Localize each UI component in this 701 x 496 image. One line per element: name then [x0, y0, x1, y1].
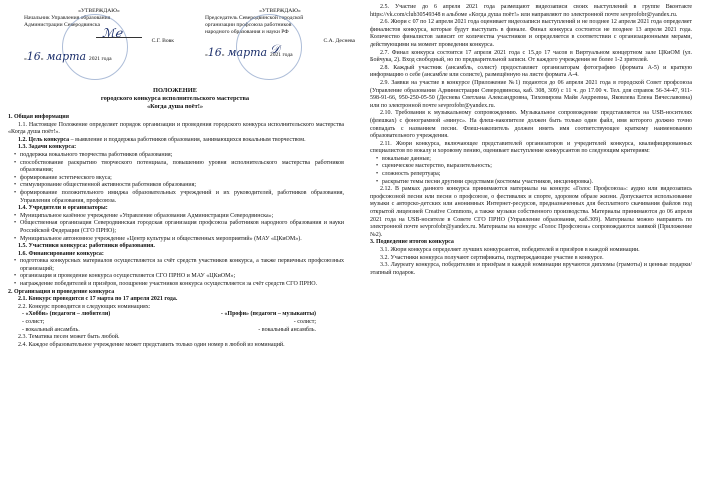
list-item: • способствование раскрытию творческого потенциала, повышению уровня исполнительского мастерства работников образования; — [8, 160, 344, 175]
paragraph: 2.10. Требования к музыкальному сопровождению. Музыкальное сопровождение представляется на USB-носителях (флешках) с фонограммой «минус». На флеш-накопителе должен быть только один файл, имя которого должно точно совпадать с названием песни. Флеш-накопитель должен иметь имя соответствующее краткому наименованию образовательного учреждения. — [370, 110, 692, 140]
list-item: • поддержка вокального творчества работников образования; — [8, 152, 344, 160]
approval-signer: С.Г. Вовк — [151, 38, 174, 44]
paragraph: 2.7. Финал конкурса состоится 17 апреля 2021 года с 15.до 17 часов в Виртуальном концертном зале ЦКиОМ (ул. Бойчука, 2). Вход свободный, но по предварительной записи. От каждого учреждения не более 1-2 зрителей. — [370, 49, 692, 64]
paragraph: 2.9. Заявки на участие в конкурсе (Приложение №1) подаются до 06 апреля 2021 года в городской Совет профсоюза (Управление образования Администрации Северодвинска, каб. 308, 309) с 11 ч. до 17.00 ч. Тел. для справок 56-34-47, 911-598-91-66, 950-250-05-50 (Деснева Светлана Александровна, Тихомирова Майя Андреевна, Яковлева Елена Вячеславовна) или по электронной почте sevprofobr@yandex.ru. — [370, 79, 692, 109]
paragraph: 1.6. Финансирование конкурса: — [18, 250, 104, 257]
approval-date: «16» марта 2021 года — [24, 50, 112, 63]
nomination-row: - «Хобби» (педагоги – любители) - «Профи» (педагоги – музыканты) — [22, 311, 316, 318]
list-item: • Муниципальное автономное учреждение «Центр культуры и общественных мероприятий» (МАУ «ЦКиОМ»). — [8, 236, 344, 244]
paragraph: 2.6. Жюри с 07 по 12 апреля 2021 года оценивает видеозаписи выступлений и не позднее 12 апреля 2021 года определяет финалистов конкурса, которые будут выступать в финале. Финал конкурса состоится не позднее 13 апреля 2021 года. Количество финалистов зависит от количества участников и определяется в соответствии с организационными мерами, действующими на момент проведения конкурса. — [370, 19, 692, 48]
approval-date: «16» марта 2021 года — [205, 46, 293, 59]
approval-header: «УТВЕРЖДАЮ» — [78, 8, 120, 14]
approval-line: организации профсоюза работников — [205, 22, 292, 28]
list-item: • подготовка конкурсных материалов осуществляется за счёт средств участников конкурса, а также первичных профсоюзных организаций; — [8, 258, 344, 273]
paragraph: 3.2. Участники конкурса получают сертификаты, подтверждающие участие в конкурсе. — [380, 254, 604, 261]
list-item: • награждение победителей и призёров, поощрение участников конкурса осуществляется за счёт средств СГО ПРНО. — [8, 281, 344, 289]
stamp-seal — [62, 14, 128, 80]
paragraph: 1.2. Цель конкурса – выявление и поддержка работников образования, занимающихся вокальным творчеством. — [18, 136, 306, 143]
list-item: • формирование положительного имиджа образовательных учреждений и их руководителей, работников образования, Управления образования, профсоюза. — [8, 190, 344, 205]
paragraph: 2.5. Участие до 6 апреля 2021 года размещают видеозаписи своих выступлений в группе Вконтакте https://vk.com/club30549348 в альбоме «Когда душа поёт!» или направляют по электронной почте sevprofobr@yandex.ru. — [370, 4, 692, 18]
nomination-row: - вокальный ансамбль. - вокальный ансамбль. — [22, 326, 316, 333]
stamp-seal — [236, 14, 302, 80]
section-heading: 2. Организация и проведение конкурса — [8, 288, 115, 295]
list-item: • Муниципальное казённое учреждение «Управление образования Администрации Северодвинска»; — [8, 213, 344, 221]
paragraph: 1.5. Участники конкурса: работники образования. — [18, 243, 155, 250]
title-line-3: «Когда душа поёт!» — [146, 103, 204, 110]
paragraph: 1.3. Задачи конкурса: — [18, 144, 77, 151]
criteria-item: • сложность репертуара; — [370, 171, 692, 179]
approval-signer: С.А. Деснева — [323, 38, 355, 44]
section-heading: 3. Подведение итогов конкурса — [370, 239, 454, 246]
right-body — [370, 4, 692, 277]
handwritten-signature: 𝒟 — [270, 42, 280, 56]
paragraph: 2.2. Конкурс проводится в следующих номинациях: — [18, 303, 151, 310]
paragraph: 2.12. В рамках данного конкурса принимаются материалы на конкурс «Голос Профсоюза»: аудио или видеозапись профсоюзной песни или песни о профсоюзе, о фестивалях и спорте, здоровом образе жизни. Допускается использование музыки с авторско-детских или анонимных Интернет-ресурсов, предназначенных для бесплатного скачивания файлов под открытой лицензией Creative Commons, а также музыки собственного производства. Материалы принимаются до 06 апреля 2021 года на USB-носителе в Совете СГО ПРНО (Управление образования, каб.309). Материалы можно направить по электронной почте sevprofobr@yandex.ru. Материалы на конкурс «Голос Профсоюза» сопровождаются заявкой (Приложение №2). — [370, 186, 692, 238]
list-item: • организация и проведение конкурса осуществляется СГО ПРНО и МАУ «ЦКиОМ»; — [8, 273, 344, 281]
paragraph: 2.4. Каждое образовательное учреждение может представить только один номер в любой из номинаций. — [18, 341, 285, 348]
document-title — [0, 87, 350, 111]
approval-line: Начальник Управления образования — [24, 15, 111, 21]
criteria-item: • вокальные данные; — [370, 156, 692, 164]
paragraph: 3.1. Жюри конкурса определяет лучших конкурсантов, победителей и призёров в каждой номинации. — [380, 247, 640, 253]
criteria-item: • сценическое мастерство, выразительность; — [370, 163, 692, 171]
title-line-2: городского конкурса исполнительского мастерства — [100, 95, 250, 102]
paragraph: 1.1. Настоящее Положение определяет порядок организации и проведения городского конкурса исполнительского мастерства «Когда душа поёт!». — [8, 121, 344, 136]
section-heading: 1. Общая информация — [8, 114, 69, 120]
approval-line: Председатель Северодвинской городской — [205, 15, 304, 21]
list-item: • Общественная организация Северодвинская городская организация профсоюза работников народного образования и науки Российской Федерации (СГО ПРНО); — [8, 220, 344, 235]
paragraph: 1.4. Учредители и организаторы: — [18, 205, 108, 212]
approval-line: Администрации Северодвинска — [24, 22, 100, 28]
list-item: • формирование эстетического вкуса; — [8, 175, 344, 183]
paragraph: 3.3. Лауреату конкурса, победителям и призёрам в каждой номинации вручаются дипломы (грамоты) и ценные подарки/этапный подарок. — [370, 262, 692, 276]
paragraph: 2.1. Конкурс проводится с 17 марта по 17 апреля 2021 года. — [18, 296, 178, 303]
criteria-item: • раскрытие темы песни другими средствами (костюмы участников, инсценировка). — [370, 179, 692, 187]
paragraph: 2.8. Каждый участник (ансамбль, солист) предоставляет организаторам фотографию (формата А-5) и краткую информацию о себе (ансамбле или солисте), размещённую на листе формата А-4. — [370, 64, 692, 79]
paragraph: 2.3. Тематика песен может быть любой. — [18, 334, 120, 341]
approval-line: народного образования и науки РФ — [205, 29, 289, 35]
paragraph: 2.11. Жюри конкурса, включающее представителей организаторов и учредителей конкурса, квалифицированных специалистов по вокалу и хоровому пению, оценивает выступление конкурсантов по следующим критериям: — [370, 140, 692, 155]
list-item: • стимулирование общественной активности работников образования; — [8, 182, 344, 190]
left-body — [8, 114, 344, 349]
approval-header: «УТВЕРЖДАЮ» — [259, 8, 301, 14]
nomination-row: - солист; - солист; — [22, 319, 316, 326]
right-column — [370, 0, 695, 496]
handwritten-signature: ℳℯ — [102, 26, 122, 40]
title-line-1: ПОЛОЖЕНИЕ — [153, 87, 197, 94]
